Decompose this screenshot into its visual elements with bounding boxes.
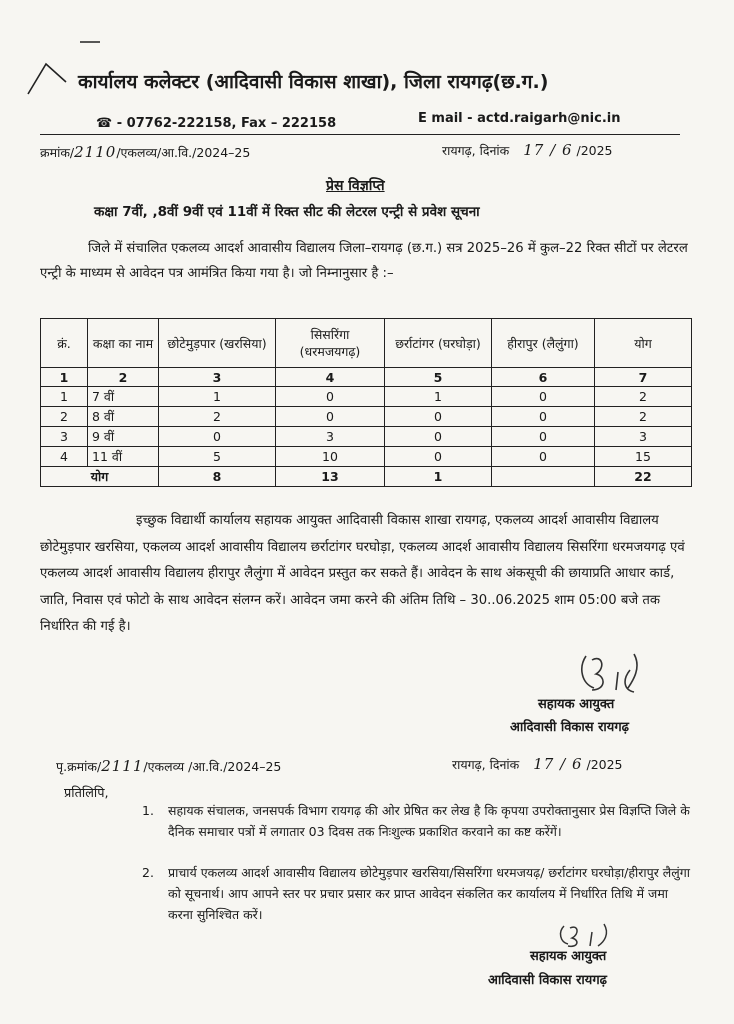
telephone-icon: ☎	[96, 116, 113, 131]
copy-label: प्रतिलिपि,	[64, 786, 109, 801]
table-header-row: क्रं. कक्षा का नाम छोटेमुड़पार (खरसिया) सिसरिंगा (धरमजयगढ़) छर्राटांगर (घरघोड़ा) हीरापुर (लैलुंगा) योग	[41, 319, 692, 368]
table-row: 3 9 वीं 0 3 0 0 3	[41, 427, 692, 447]
signatory-designation: सहायक आयुक्त	[530, 949, 607, 964]
table-row: 4 11 वीं 5 10 0 0 15	[41, 447, 692, 467]
intro-paragraph: जिले में संचालित एकलव्य आदर्श आवासीय विद्यालय जिला–रायगढ़ (छ.ग.) सत्र 2025–26 में कुल–22 रिक्त सीटों पर लेटरल एन्ट्री के माध्यम से आवेदन पत्र आमंत्रित किया गया है। जो निम्नानुसार है :–	[40, 241, 688, 281]
email-address: E mail - actd.raigarh@nic.in	[418, 111, 621, 126]
copy-list-item: 1. सहायक संचालक, जनसपर्क विभाग रायगढ़ की ओर प्रेषित कर लेख है कि कृपया उपरोक्तानुसार प्रेस विज्ञप्ति जिले के दैनिक समाचार पत्रों में लगातार 03 दिवस तक निःशुल्क प्रकाशित करवाने का कष्ट करेंगें।	[142, 803, 690, 839]
phone-fax: ☎ - 07762-222158, Fax – 222158	[96, 116, 337, 131]
page-title: प्रेस विज्ञप्ति	[326, 178, 385, 194]
endorsement-date: रायगढ़, दिनांक 17 / 6 /2025	[452, 755, 623, 773]
vacant-seats-table	[40, 318, 692, 487]
office-title: कार्यालय कलेक्टर (आदिवासी विकास शाखा), जिला रायगढ़(छ.ग.)	[78, 71, 549, 93]
endorsement-number: पृ.क्रमांक/2111/एकलव्य /आ.वि./2024–25	[56, 757, 282, 775]
reference-number: क्रमांक/2110/एकलव्य/आ.वि./2024–25	[40, 143, 251, 161]
header-divider	[40, 134, 680, 135]
signatory-designation: सहायक आयुक्त	[538, 697, 615, 712]
table-row: 2 8 वीं 2 0 0 0 2	[41, 407, 692, 427]
table-total-row: योग 8 13 1 22	[41, 467, 692, 487]
table-row: 1 7 वीं 1 0 1 0 2	[41, 387, 692, 407]
body-paragraph: इच्छुक विद्यार्थी कार्यालय सहायक आयुक्त आदिवासी विकास शाखा रायगढ़, एकलव्य आदर्श आवासीय विद्यालय छोटेमुड़पार खरसिया, एकलव्य आदर्श आवासीय विद्यालय छर्राटांगर घरघोड़ा, एकलव्य आदर्श आवासीय विद्यालय सिसरिंगा धरमजयगढ़ एवं एकलव्य आदर्श आवासीय विद्यालय हीरापुर लैलुंगा में आवेदन प्रस्तुत कर सकते हैं। आवेदन के साथ अंकसूची की छायाप्रति आधार कार्ड, जाति, निवास एवं फोटो के साथ आवेदन संलग्न करें। आवेदन जमा करने की अंतिम तिथि – 30..06.2025 शाम 05:00 बजे तक निर्धारित की गई है।	[40, 513, 685, 634]
table-index-row: 1 2 3 4 5 6 7	[41, 368, 692, 387]
signature-mark	[572, 650, 652, 696]
reference-date: रायगढ़, दिनांक 17 / 6 /2025	[442, 141, 613, 159]
subject-line: कक्षा 7वीं, ,8वीं 9वीं एवं 11वीं में रिक्त सीट की लेटरल एन्ट्री से प्रवेश सूचना	[94, 204, 480, 220]
copy-list-item: 2. प्राचार्य एकलव्य आदर्श आवासीय विद्यालय छोटेमुड़पार खरसिया/सिसरिंगा धरमजयढ़/ छर्राटांगर घरघोड़ा/हीरापुर लैलुंगा को सूचनार्थ। आप आपने स्तर पर प्रचार प्रसार कर प्राप्त आवेदन संकलित कर कार्यालय में निर्धारित तिथि में जमा करना सुनिश्चित करें।	[142, 865, 691, 922]
signatory-office: आदिवासी विकास रायगढ़	[488, 973, 607, 988]
signatory-office: आदिवासी विकास रायगढ़	[510, 720, 629, 735]
